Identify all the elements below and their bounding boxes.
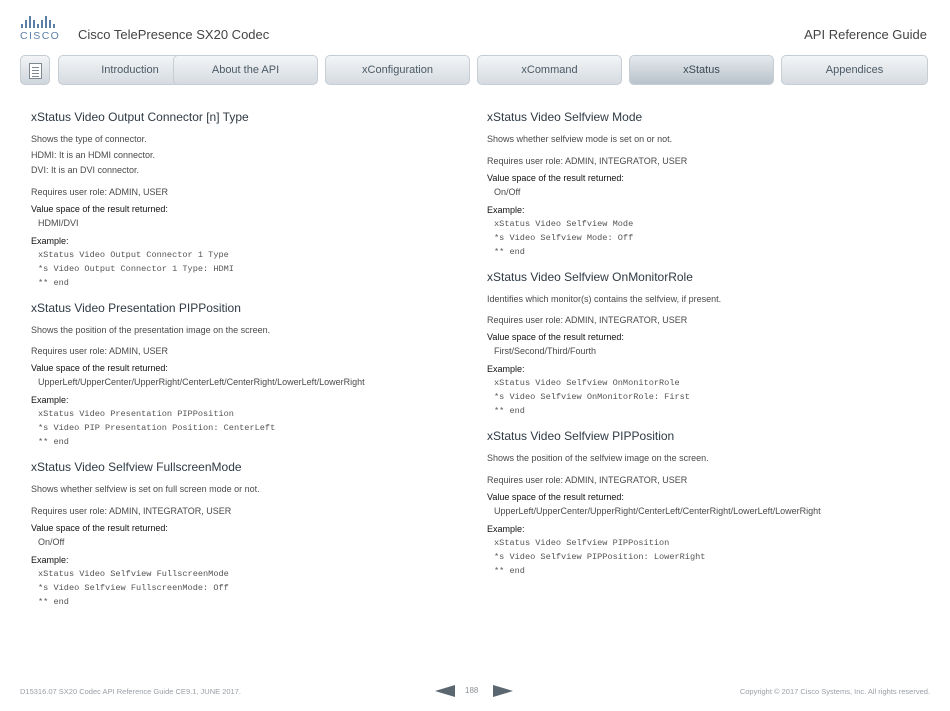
value-space-label: Value space of the result returned: — [31, 363, 168, 373]
tab-xstatus[interactable]: xStatus — [629, 55, 774, 85]
value-space-label: Value space of the result returned: — [31, 203, 168, 214]
value-space: UpperLeft/UpperCenter/UpperRight/CenterLeft/CenterRight/LowerLeft/LowerRight — [38, 377, 365, 387]
cisco-logo — [20, 16, 64, 42]
value-space: HDMI/DVI — [38, 217, 79, 228]
section-title: xStatus Video Selfview PIPPosition — [487, 429, 675, 443]
example-line: *s Video Selfview Mode: Off — [494, 232, 634, 243]
description: DVI: It is an DVI connector. — [31, 165, 140, 175]
example-label: Example: — [31, 554, 69, 565]
example-line: ** end — [38, 596, 69, 607]
example-line: ** end — [38, 277, 69, 288]
left-column — [31, 110, 461, 620]
example-label: Example: — [31, 395, 69, 405]
example-line: xStatus Video Output Connector 1 Type — [38, 249, 229, 260]
example-line: xStatus Video Selfview Mode — [494, 218, 634, 229]
example-line: *s Video Selfview FullscreenMode: Off — [38, 582, 229, 593]
right-column — [487, 110, 917, 589]
tab-xcommand[interactable]: xCommand — [477, 55, 622, 85]
example-line: *s Video Output Connector 1 Type: HDMI — [38, 263, 234, 274]
value-space-label: Value space of the result returned: — [487, 332, 624, 342]
footer-copyright: Copyright © 2017 Cisco Systems, Inc. All rights reserved. — [739, 687, 930, 696]
user-role: Requires user role: ADMIN, INTEGRATOR, USER — [487, 315, 688, 325]
example-line: *s Video Selfview PIPPosition: LowerRight — [494, 551, 706, 562]
value-space-label: Value space of the result returned: — [487, 491, 624, 502]
footer-doc-id: D15316.07 SX20 Codec API Reference Guide CE9.1, JUNE 2017. — [20, 687, 241, 696]
value-space: On/Off — [494, 186, 521, 197]
pager — [435, 683, 515, 699]
value-space: First/Second/Third/Fourth — [494, 346, 597, 356]
section-title: xStatus Video Selfview Mode — [487, 110, 643, 124]
section-title: xStatus Video Output Connector [n] Type — [31, 110, 249, 124]
status-entry — [31, 301, 461, 450]
next-page-icon[interactable] — [493, 685, 513, 697]
document-list-icon — [29, 63, 42, 79]
description: Identifies which monitor(s) contains the selfview, if present. — [487, 293, 722, 304]
user-role: Requires user role: ADMIN, INTEGRATOR, USER — [487, 474, 688, 485]
user-role: Requires user role: ADMIN, USER — [31, 346, 169, 356]
example-line: ** end — [494, 406, 525, 416]
tab-about-the-api[interactable]: About the API — [173, 55, 318, 85]
status-entry — [487, 110, 917, 259]
description: Shows the type of connector. — [31, 134, 147, 144]
example-line: xStatus Video Selfview OnMonitorRole — [494, 378, 680, 388]
status-entry — [487, 429, 917, 578]
example-label: Example: — [487, 204, 525, 215]
logo-text: CISCO — [20, 30, 61, 42]
example-label: Example: — [487, 523, 525, 534]
example-line: xStatus Video Selfview PIPPosition — [494, 537, 670, 548]
example-line: *s Video Selfview OnMonitorRole: First — [494, 392, 690, 402]
cisco-logo-bars-icon — [21, 16, 64, 28]
previous-page-icon[interactable] — [435, 685, 455, 697]
description: HDMI: It is an HDMI connector. — [31, 149, 156, 160]
value-space-label: Value space of the result returned: — [31, 522, 168, 533]
guide-title: API Reference Guide — [804, 27, 927, 42]
tab-introduction[interactable]: Introduction — [58, 55, 202, 85]
tab-appendices[interactable]: Appendices — [781, 55, 928, 85]
description: Shows whether selfview mode is set on or not. — [487, 134, 673, 144]
nav-bar — [20, 55, 928, 85]
tab-xconfiguration[interactable]: xConfiguration — [325, 55, 470, 85]
section-title: xStatus Video Selfview OnMonitorRole — [487, 269, 693, 284]
value-space: UpperLeft/UpperCenter/UpperRight/CenterLeft/CenterRight/LowerLeft/LowerRight — [494, 505, 821, 516]
page-header — [0, 0, 950, 52]
user-role: Requires user role: ADMIN, INTEGRATOR, USER — [487, 155, 688, 166]
status-entry — [31, 110, 461, 290]
value-space: On/Off — [38, 536, 65, 547]
description: Shows the position of the presentation image on the screen. — [31, 324, 271, 335]
example-label: Example: — [487, 364, 525, 374]
section-title: xStatus Video Presentation PIPPosition — [31, 300, 241, 315]
section-title: xStatus Video Selfview FullscreenMode — [31, 460, 242, 474]
example-line: ** end — [38, 437, 69, 447]
user-role: Requires user role: ADMIN, USER — [31, 186, 169, 197]
status-entry — [487, 270, 917, 419]
page-number: 188 — [465, 686, 479, 695]
description: Shows whether selfview is set on full screen mode or not. — [31, 484, 260, 494]
example-line: xStatus Video Selfview FullscreenMode — [38, 568, 229, 579]
status-entry — [31, 460, 461, 609]
example-line: ** end — [494, 246, 525, 257]
example-line: *s Video PIP Presentation Position: CenterLeft — [38, 423, 276, 433]
product-title: Cisco TelePresence SX20 Codec — [78, 27, 270, 42]
description: Shows the position of the selfview image on the screen. — [487, 453, 709, 463]
menu-button[interactable] — [20, 55, 50, 85]
example-line: ** end — [494, 565, 525, 576]
example-line: xStatus Video Presentation PIPPosition — [38, 409, 234, 419]
user-role: Requires user role: ADMIN, INTEGRATOR, USER — [31, 505, 232, 516]
value-space-label: Value space of the result returned: — [487, 172, 624, 183]
example-label: Example: — [31, 235, 69, 246]
